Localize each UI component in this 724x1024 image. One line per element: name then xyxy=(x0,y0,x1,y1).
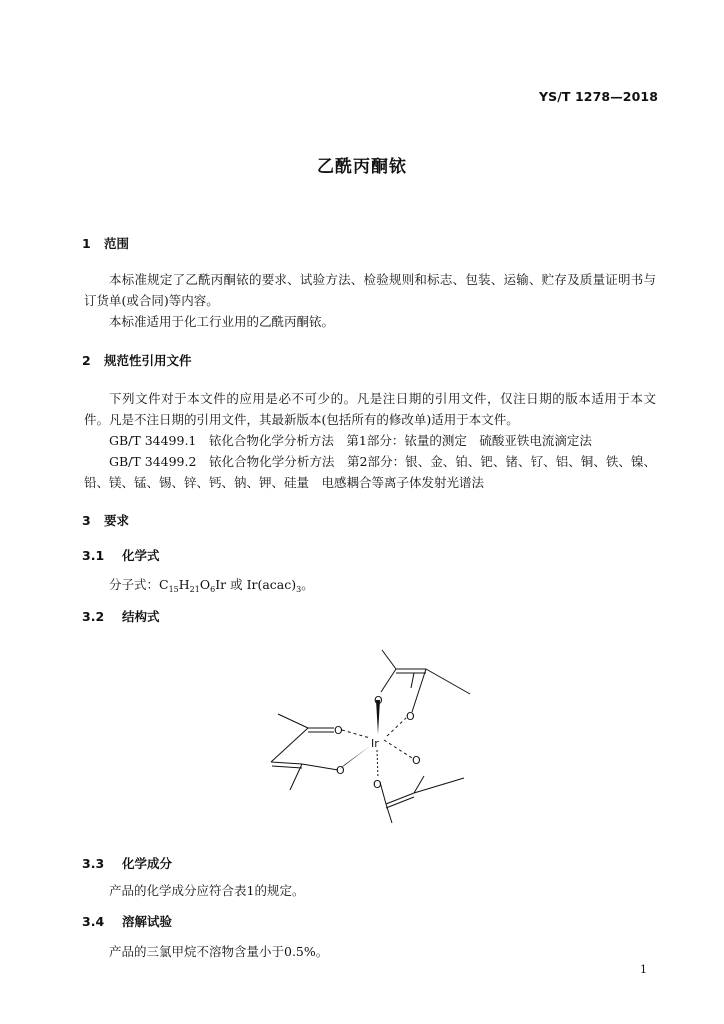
standard-number: YS/T 1278—2018 xyxy=(539,89,658,104)
molecular-formula: 分子式：$C_{15}H_{21}O_6Ir$ 或 $Ir(acac)_3$。 xyxy=(109,577,314,594)
references-paragraph: 下列文件对于本文件的应用是必不可少的。凡是注日期的引用文件，仅注日期的版本适用于本文件。凡是不注日期的引用文件，其最新版本(包括所有的修改单)适用于本文件。 xyxy=(84,391,656,427)
section-1-number: 1 xyxy=(82,236,91,251)
section-3-1-number: 3.1 xyxy=(82,548,105,563)
scope-paragraph-1: 本标准规定了乙酰丙酮铱的要求、试验方法、检验规则和标志、包装、运输、贮存及质量证明书与订货单(或合同)等内容。 xyxy=(84,272,656,308)
section-2-number: 2 xyxy=(82,353,91,368)
section-3-number: 3 xyxy=(82,513,91,528)
dissolution-test-paragraph: 产品的三氯甲烷不溶物含量小于0.5%。 xyxy=(109,944,329,959)
section-3-heading xyxy=(82,511,129,529)
section-3-3-number: 3.3 xyxy=(82,856,105,871)
scope-paragraph-2: 本标准适用于化工行业用的乙酰丙酮铱。 xyxy=(109,314,335,329)
section-3-2-title: 结构式 xyxy=(122,609,160,624)
section-3-4-title: 溶解试验 xyxy=(122,914,173,929)
section-3-3-title: 化学成分 xyxy=(122,856,173,871)
section-2-heading xyxy=(82,351,192,369)
section-1-heading xyxy=(82,234,129,252)
section-3-2-heading xyxy=(82,607,160,625)
reference-1: GB/T 34499.1 铱化合物化学分析方法 第1部分：铱量的测定 硫酸亚铁电流滴定法 xyxy=(109,433,592,448)
iridium-center: Ir xyxy=(371,737,379,750)
oxygen-top-left: O xyxy=(374,694,383,707)
section-1-title: 范围 xyxy=(104,236,130,251)
document-title: 乙酰丙酮铱 xyxy=(317,157,407,177)
section-3-4-number: 3.4 xyxy=(82,914,105,929)
page-number: 1 xyxy=(640,963,647,976)
oxygen-top-right: O xyxy=(406,710,415,723)
oxygen-right-lower: O xyxy=(412,754,421,767)
section-3-1-heading xyxy=(82,546,160,564)
section-3-title: 要求 xyxy=(104,513,130,528)
chemical-composition-paragraph: 产品的化学成分应符合表1的规定。 xyxy=(109,883,305,898)
section-3-1-title: 化学式 xyxy=(122,548,160,563)
reference-2: GB/T 34499.2 铱化合物化学分析方法 第2部分：银、金、铂、钯、锗、钌、铝、铜、铁、镍、铅、镁、锰、锡、锌、钙、钠、钾、硅量 电感耦合等离子体发射光谱法 xyxy=(84,454,656,490)
section-3-4-heading xyxy=(82,912,172,930)
section-3-3-heading xyxy=(82,854,172,872)
structural-formula-diagram xyxy=(262,640,482,830)
oxygen-bottom: O xyxy=(373,778,382,791)
oxygen-left-upper: O xyxy=(334,724,343,737)
oxygen-left-lower: O xyxy=(336,764,345,777)
section-2-title: 规范性引用文件 xyxy=(104,353,192,368)
section-3-2-number: 3.2 xyxy=(82,609,105,624)
